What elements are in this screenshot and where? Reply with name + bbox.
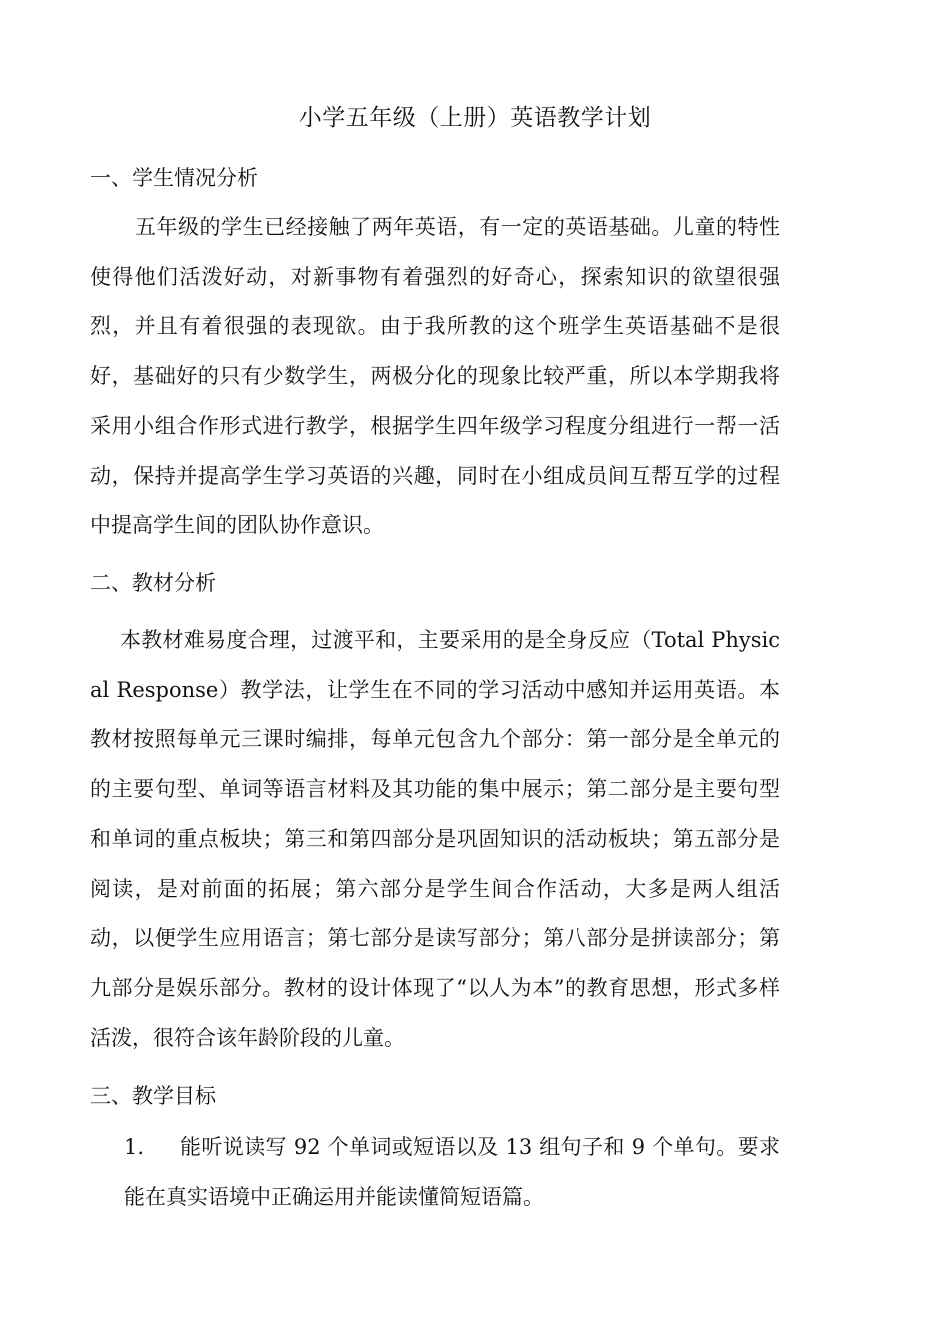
paragraph-textbook-analysis: 本教材难易度合理，过渡平和，主要采用的是全身反应（Total Physical Response）教学法，让学生在不同的学习活动中感知并运用英语。本教材按照每单元三课时编排，每单元包含九个部分：第一部分是全单元的的主要句型、单词等语言材料及其功能的集中展示；第二部分是主要句型和单词的重点板块；第三和第四部分是巩固知识的活动板块；第五部分是阅读，是对前面的拓展；第六部分是学生间合作活动，大多是两人组活动，以便学生应用语言；第七部分是读写部分；第八部分是拼读部分；第九部分是娱乐部分。教材的设计体现了“以人为本”的教育思想，形式多样活泼，很符合该年龄阶段的儿童。 (90, 628, 780, 1050)
list-item-goal-1 (90, 1122, 780, 1222)
paragraph-student-analysis: 五年级的学生已经接触了两年英语，有一定的英语基础。儿童的特性使得他们活泼好动，对新事物有着强烈的好奇心，探索知识的欲望很强烈，并且有着很强的表现欲。由于我所教的这个班学生英语基础不是很好，基础好的只有少数学生，两极分化的现象比较严重，所以本学期我将采用小组合作形式进行教学，根据学生四年级学习程度分组进行一帮一活动，保持并提高学生学习英语的兴趣，同时在小组成员间互帮互学的过程中提高学生间的团队协作意识。 (90, 215, 780, 538)
section-heading-textbook-analysis: 二、教材分析 (90, 571, 216, 595)
list-item-text: 能听说读写 92 个单词或短语以及 13 组句子和 9 个单句。要求能在真实语境中正确运用并能读懂简短语篇。 (124, 1135, 780, 1209)
document-title: 小学五年级（上册）英语教学计划 (298, 105, 652, 131)
section-heading-student-analysis: 一、学生情况分析 (90, 166, 258, 190)
list-item-number: 1. (124, 1135, 145, 1159)
section-heading-teaching-goals: 三、教学目标 (90, 1084, 216, 1108)
